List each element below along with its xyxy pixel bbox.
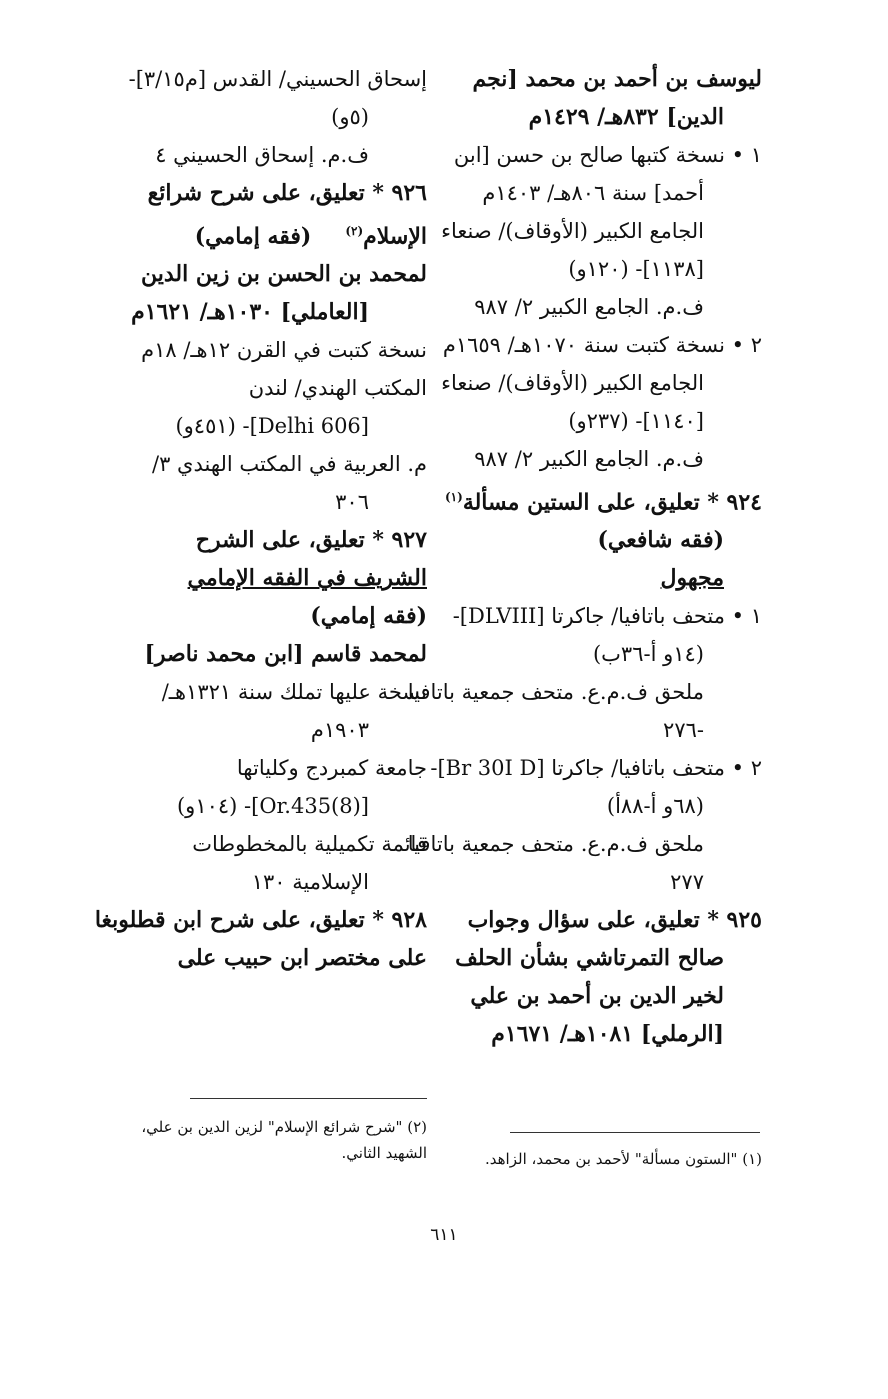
- copy-entry: نسخة كتبت في القرن ١٢هـ/ ١٨م: [141, 338, 427, 363]
- copy-entry: ٢ • متحف باتافيا/ جاكرتا [Br 30I D]-: [430, 756, 762, 781]
- copy-entry: ١ • متحف باتافيا/ جاكرتا [DLVIII]-: [452, 604, 762, 629]
- catalog-reference: ف.م. الجامع الكبير ٢/ ٩٨٧: [474, 295, 704, 319]
- author-date: الدين] ٨٣٢هـ/ ١٤٢٩م: [528, 104, 724, 130]
- copy-entry: ٢ • نسخة كتبت سنة ١٠٧٠هـ/ ١٦٥٩م: [442, 333, 762, 357]
- library-location: إسحاق الحسيني/ القدس [م٣/١٥]-: [128, 67, 427, 91]
- catalog-reference: ف.م. الجامع الكبير ٢/ ٩٨٧: [474, 447, 704, 471]
- heading-text: ٩٢٤ * تعليق، على الستين مسألة: [462, 489, 762, 516]
- right-column: [407, 60, 762, 1053]
- author-date: [الرملي] ١٠٨١هـ/ ١٦٧١م: [491, 1021, 724, 1048]
- shelfmark: [١١٤٠]- (٢٣٧و): [568, 409, 704, 433]
- subject-label: (فقه إمامي): [310, 603, 427, 630]
- subject-label: (فقه شافعي): [597, 527, 724, 554]
- author-unknown: مجهول: [660, 565, 724, 592]
- heading-continuation: صالح التمرتاشي بشأن الحلف: [455, 945, 724, 972]
- footnote-right: [470, 1146, 762, 1172]
- library-location: المكتب الهندي/ لندن: [248, 376, 427, 401]
- author-line: [470, 559, 724, 597]
- shelfmark: [١١٣٨]- (١٢٠و): [568, 257, 704, 281]
- heading-continuation: [82, 559, 427, 597]
- entry-heading-928: ٩٢٨ * تعليق، على شرح ابن قطلوبغا: [94, 907, 427, 934]
- entry-heading-927: ٩٢٧ * تعليق، على الشرح: [195, 527, 427, 554]
- copy-date: أحمد] سنة ٨٠٦هـ/ ١٤٠٣م: [482, 181, 704, 205]
- left-column: [82, 60, 427, 977]
- author-line: لمحمد قاسم [ابن محمد ناصر]: [144, 641, 427, 668]
- catalog-reference: ف.م. إسحاق الحسيني ٤: [155, 143, 369, 167]
- heading-continuation: على مختصر ابن حبيب على: [177, 945, 427, 972]
- shelfmark: [Delhi 606]- (٤٥١و): [175, 414, 369, 439]
- library-location: جامعة كمبردج وكلياتها: [236, 756, 427, 781]
- title-underlined: الشريف في الفقه الإمامي: [187, 565, 427, 592]
- author-line: لمحمد بن الحسن بن زين الدين: [140, 261, 427, 288]
- catalog-reference: ملحق ف.م.ع. متحف جمعية باتافيا: [407, 680, 704, 705]
- footnote-left: [82, 1114, 427, 1166]
- footnote-text: الشهيد الثاني.: [341, 1144, 427, 1162]
- folio-range: (٦٨و أ-٨٨أ): [606, 794, 704, 819]
- entry-heading-926: ٩٢٦ * تعليق، على شرح شرائع: [147, 180, 427, 206]
- page-number: ٦١١: [430, 1225, 458, 1245]
- footnote-text: (١) "الستون مسألة" لأحمد بن محمد، الزاهد.: [485, 1150, 762, 1168]
- heading-continuation: [82, 212, 427, 255]
- footnote-marker: (١): [444, 490, 463, 504]
- subject-label: (فقه إمامي): [194, 223, 312, 250]
- author-line: ليوسف بن أحمد بن محمد [نجم: [472, 66, 762, 92]
- catalog-reference: قائمة تكميلية بالمخطوطات: [192, 832, 427, 857]
- footnote-rule-right: [510, 1132, 760, 1133]
- library-location: الجامع الكبير (الأوقاف)/ صنعاء: [441, 219, 704, 243]
- footnote-text: (٢) "شرح شرائع الإسلام" لزين الدين بن علي،: [141, 1118, 427, 1136]
- catalog-reference: ملحق ف.م.ع. متحف جمعية باتافيا: [407, 832, 704, 857]
- catalog-page: ٣٠٦: [335, 490, 369, 515]
- shelfmark: [Or.435(8)]- (١٠٤و): [176, 794, 369, 819]
- footnote-rule-left: [190, 1098, 427, 1099]
- copy-date: ١٩٠٣م: [310, 718, 369, 743]
- author-date: [العاملي] ١٠٣٠هـ/ ١٦٢١م: [131, 299, 369, 326]
- library-location: الجامع الكبير (الأوقاف)/ صنعاء: [441, 371, 704, 395]
- copy-entry: ١ • نسخة كتبها صالح بن حسن [ابن: [453, 143, 762, 167]
- copy-entry: نسخة عليها تملك سنة ١٣٢١هـ/: [161, 680, 427, 705]
- catalog-reference: م. العربية في المكتب الهندي ٣/: [152, 452, 427, 477]
- entry-heading-924: [444, 478, 762, 521]
- folio-range: (٥و): [331, 105, 369, 129]
- catalog-page: الإسلامية ١٣٠: [251, 870, 369, 895]
- heading-text: الإسلام: [363, 223, 427, 250]
- author-line: لخير الدين بن أحمد بن علي: [470, 983, 724, 1010]
- catalog-number: ٢٧٧: [670, 870, 704, 895]
- catalog-number: -٢٧٦: [663, 718, 704, 743]
- folio-range: (١٤و أ-٣٦ب): [592, 642, 704, 667]
- entry-heading-925: ٩٢٥ * تعليق، على سؤال وجواب: [467, 907, 762, 934]
- footnote-marker: (٢): [345, 224, 364, 238]
